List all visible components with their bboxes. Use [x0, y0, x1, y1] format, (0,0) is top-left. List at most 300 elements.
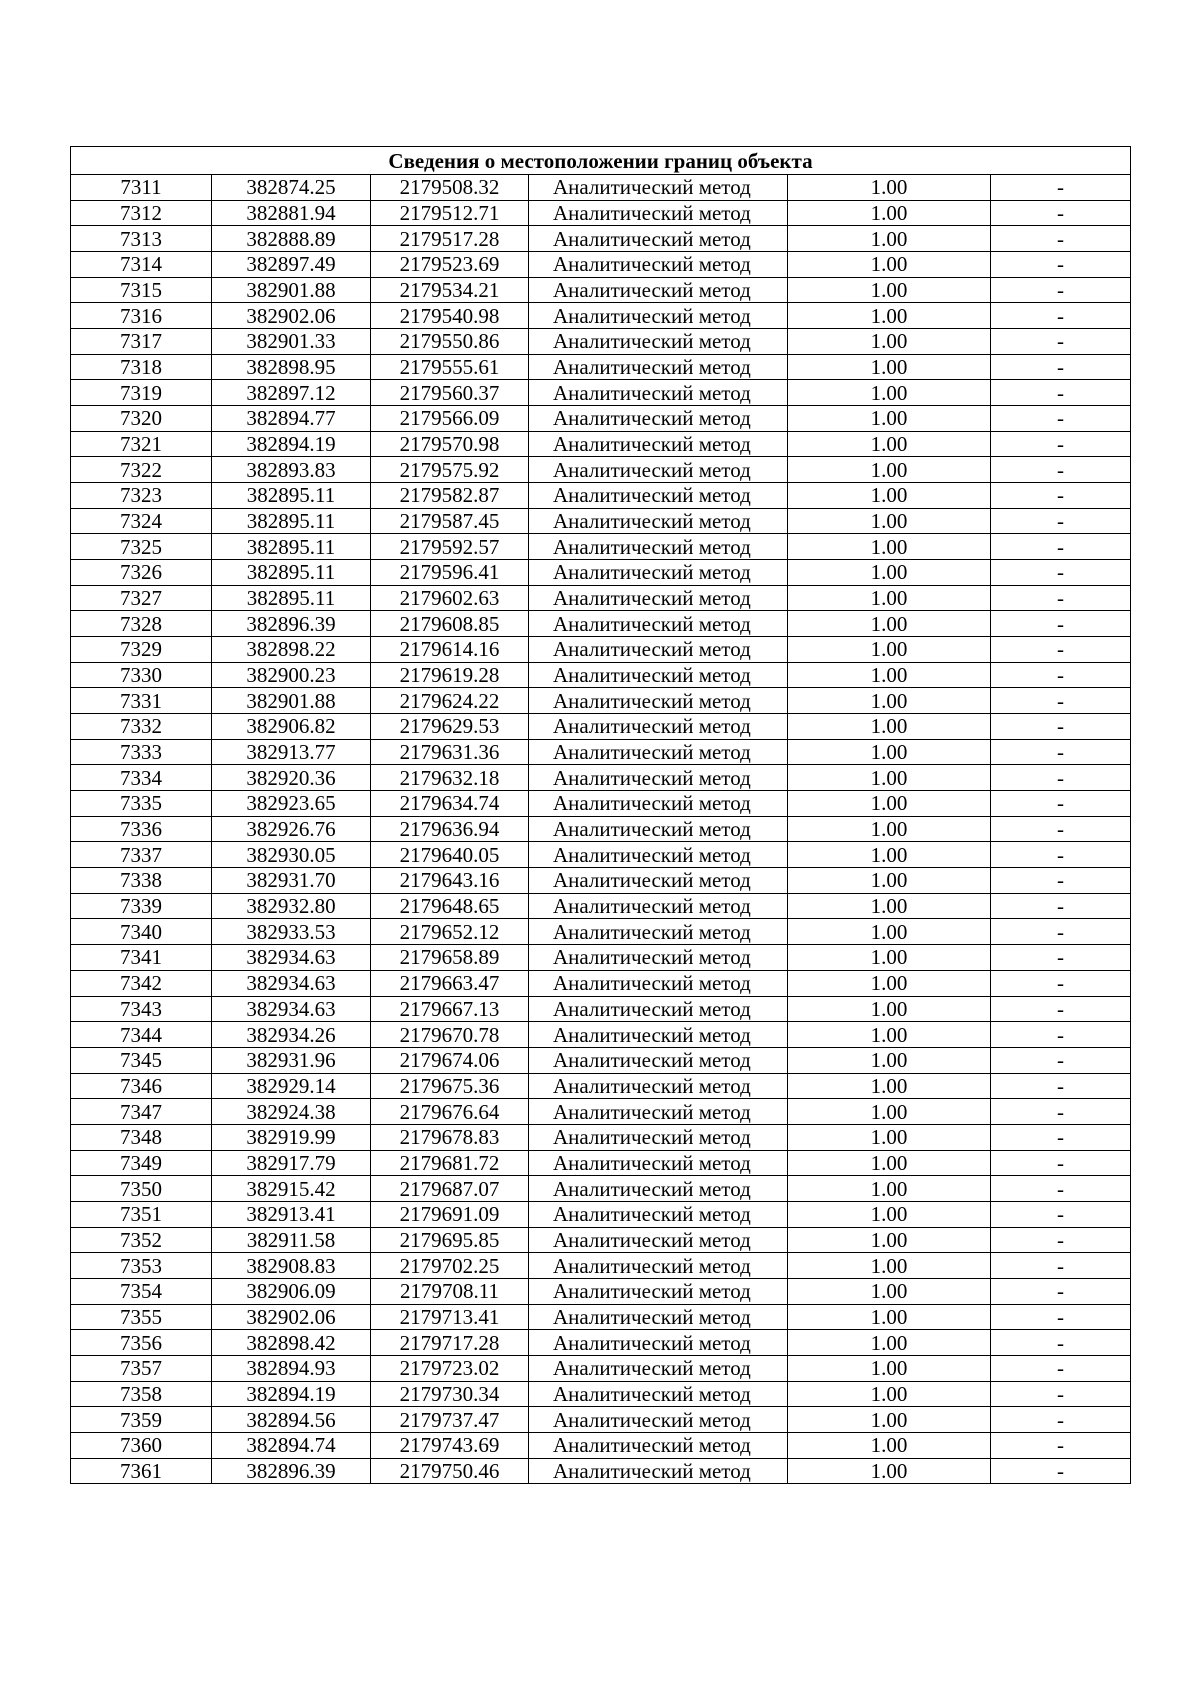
cell-accuracy: 1.00: [788, 662, 991, 688]
table-row: [71, 1407, 1131, 1433]
cell-accuracy: 1.00: [788, 637, 991, 663]
cell-description: -: [991, 791, 1131, 817]
cell-accuracy: 1.00: [788, 380, 991, 406]
cell-accuracy: 1.00: [788, 611, 991, 637]
cell-x-coordinate: 382915.42: [212, 1176, 371, 1202]
cell-x-coordinate: 382894.77: [212, 406, 371, 432]
cell-point-number: 7336: [71, 816, 212, 842]
cell-method: Аналитический метод: [529, 791, 788, 817]
cell-x-coordinate: 382926.76: [212, 816, 371, 842]
cell-method: Аналитический метод: [529, 1304, 788, 1330]
cell-x-coordinate: 382897.49: [212, 252, 371, 278]
cell-accuracy: 1.00: [788, 1073, 991, 1099]
cell-accuracy: 1.00: [788, 1330, 991, 1356]
cell-y-coordinate: 2179629.53: [371, 714, 529, 740]
cell-description: -: [991, 611, 1131, 637]
table-row: [71, 765, 1131, 791]
cell-accuracy: 1.00: [788, 842, 991, 868]
cell-x-coordinate: 382895.11: [212, 585, 371, 611]
cell-point-number: 7323: [71, 483, 212, 509]
cell-point-number: 7330: [71, 662, 212, 688]
cell-method: Аналитический метод: [529, 534, 788, 560]
cell-y-coordinate: 2179730.34: [371, 1381, 529, 1407]
cell-x-coordinate: 382906.09: [212, 1278, 371, 1304]
cell-x-coordinate: 382934.63: [212, 996, 371, 1022]
cell-method: Аналитический метод: [529, 1073, 788, 1099]
cell-accuracy: 1.00: [788, 1124, 991, 1150]
cell-y-coordinate: 2179743.69: [371, 1432, 529, 1458]
cell-accuracy: 1.00: [788, 919, 991, 945]
table-row: [71, 380, 1131, 406]
cell-y-coordinate: 2179550.86: [371, 329, 529, 355]
cell-point-number: 7315: [71, 277, 212, 303]
cell-point-number: 7324: [71, 508, 212, 534]
cell-y-coordinate: 2179687.07: [371, 1176, 529, 1202]
cell-accuracy: 1.00: [788, 175, 991, 201]
cell-accuracy: 1.00: [788, 508, 991, 534]
cell-x-coordinate: 382901.33: [212, 329, 371, 355]
cell-accuracy: 1.00: [788, 252, 991, 278]
cell-description: -: [991, 1381, 1131, 1407]
table-row: [71, 1047, 1131, 1073]
cell-x-coordinate: 382881.94: [212, 200, 371, 226]
cell-description: -: [991, 842, 1131, 868]
table-row: [71, 893, 1131, 919]
cell-point-number: 7341: [71, 945, 212, 971]
table-row: [71, 1304, 1131, 1330]
cell-point-number: 7354: [71, 1278, 212, 1304]
table-row: [71, 637, 1131, 663]
cell-method: Аналитический метод: [529, 893, 788, 919]
cell-method: Аналитический метод: [529, 1355, 788, 1381]
cell-description: -: [991, 380, 1131, 406]
table-row: [71, 714, 1131, 740]
table-row: [71, 842, 1131, 868]
cell-accuracy: 1.00: [788, 200, 991, 226]
cell-y-coordinate: 2179708.11: [371, 1278, 529, 1304]
cell-point-number: 7313: [71, 226, 212, 252]
cell-description: -: [991, 1304, 1131, 1330]
cell-point-number: 7346: [71, 1073, 212, 1099]
cell-accuracy: 1.00: [788, 1150, 991, 1176]
cell-point-number: 7322: [71, 457, 212, 483]
cell-method: Аналитический метод: [529, 1381, 788, 1407]
cell-description: -: [991, 1099, 1131, 1125]
cell-x-coordinate: 382913.77: [212, 739, 371, 765]
table-row: [71, 919, 1131, 945]
table-row: [71, 868, 1131, 894]
cell-description: -: [991, 765, 1131, 791]
cell-y-coordinate: 2179634.74: [371, 791, 529, 817]
cell-method: Аналитический метод: [529, 765, 788, 791]
table-row: [71, 560, 1131, 586]
cell-description: -: [991, 739, 1131, 765]
cell-y-coordinate: 2179540.98: [371, 303, 529, 329]
table-row: [71, 970, 1131, 996]
cell-x-coordinate: 382901.88: [212, 688, 371, 714]
cell-accuracy: 1.00: [788, 431, 991, 457]
cell-x-coordinate: 382901.88: [212, 277, 371, 303]
cell-accuracy: 1.00: [788, 534, 991, 560]
cell-accuracy: 1.00: [788, 1227, 991, 1253]
cell-description: -: [991, 1253, 1131, 1279]
cell-description: -: [991, 1150, 1131, 1176]
cell-method: Аналитический метод: [529, 1330, 788, 1356]
table-row: [71, 1124, 1131, 1150]
cell-description: -: [991, 662, 1131, 688]
table-row: [71, 329, 1131, 355]
cell-method: Аналитический метод: [529, 1124, 788, 1150]
table-row: [71, 585, 1131, 611]
cell-point-number: 7339: [71, 893, 212, 919]
table-row: [71, 303, 1131, 329]
cell-y-coordinate: 2179508.32: [371, 175, 529, 201]
cell-method: Аналитический метод: [529, 714, 788, 740]
table-row: [71, 1073, 1131, 1099]
cell-point-number: 7338: [71, 868, 212, 894]
cell-x-coordinate: 382920.36: [212, 765, 371, 791]
cell-x-coordinate: 382896.39: [212, 611, 371, 637]
table-row: [71, 534, 1131, 560]
table-row: [71, 431, 1131, 457]
cell-method: Аналитический метод: [529, 226, 788, 252]
table-row: [71, 1150, 1131, 1176]
cell-y-coordinate: 2179681.72: [371, 1150, 529, 1176]
cell-accuracy: 1.00: [788, 970, 991, 996]
cell-point-number: 7314: [71, 252, 212, 278]
cell-method: Аналитический метод: [529, 380, 788, 406]
cell-y-coordinate: 2179702.25: [371, 1253, 529, 1279]
cell-description: -: [991, 406, 1131, 432]
cell-method: Аналитический метод: [529, 842, 788, 868]
cell-description: -: [991, 226, 1131, 252]
cell-method: Аналитический метод: [529, 1227, 788, 1253]
cell-y-coordinate: 2179624.22: [371, 688, 529, 714]
cell-y-coordinate: 2179636.94: [371, 816, 529, 842]
cell-point-number: 7328: [71, 611, 212, 637]
table-row: [71, 1022, 1131, 1048]
table-row: [71, 662, 1131, 688]
cell-y-coordinate: 2179676.64: [371, 1099, 529, 1125]
cell-point-number: 7356: [71, 1330, 212, 1356]
cell-description: -: [991, 970, 1131, 996]
cell-description: -: [991, 560, 1131, 586]
cell-y-coordinate: 2179691.09: [371, 1201, 529, 1227]
cell-description: -: [991, 1176, 1131, 1202]
cell-y-coordinate: 2179512.71: [371, 200, 529, 226]
cell-point-number: 7342: [71, 970, 212, 996]
cell-point-number: 7320: [71, 406, 212, 432]
cell-y-coordinate: 2179523.69: [371, 252, 529, 278]
cell-method: Аналитический метод: [529, 611, 788, 637]
cell-x-coordinate: 382924.38: [212, 1099, 371, 1125]
cell-description: -: [991, 252, 1131, 278]
cell-method: Аналитический метод: [529, 252, 788, 278]
cell-accuracy: 1.00: [788, 303, 991, 329]
cell-x-coordinate: 382894.19: [212, 1381, 371, 1407]
cell-x-coordinate: 382895.11: [212, 508, 371, 534]
cell-y-coordinate: 2179517.28: [371, 226, 529, 252]
cell-accuracy: 1.00: [788, 329, 991, 355]
table-row: [71, 1458, 1131, 1484]
cell-x-coordinate: 382934.63: [212, 970, 371, 996]
cell-method: Аналитический метод: [529, 662, 788, 688]
cell-accuracy: 1.00: [788, 945, 991, 971]
cell-method: Аналитический метод: [529, 1099, 788, 1125]
cell-description: -: [991, 1278, 1131, 1304]
cell-point-number: 7345: [71, 1047, 212, 1073]
table-row: [71, 739, 1131, 765]
table-row: [71, 1253, 1131, 1279]
cell-point-number: 7337: [71, 842, 212, 868]
cell-y-coordinate: 2179750.46: [371, 1458, 529, 1484]
table-title-row: [71, 147, 1131, 175]
cell-x-coordinate: 382902.06: [212, 303, 371, 329]
cell-point-number: 7331: [71, 688, 212, 714]
cell-accuracy: 1.00: [788, 1022, 991, 1048]
cell-y-coordinate: 2179592.57: [371, 534, 529, 560]
cell-description: -: [991, 200, 1131, 226]
cell-accuracy: 1.00: [788, 1253, 991, 1279]
cell-description: -: [991, 714, 1131, 740]
cell-method: Аналитический метод: [529, 970, 788, 996]
cell-accuracy: 1.00: [788, 1099, 991, 1125]
table-row: [71, 791, 1131, 817]
cell-x-coordinate: 382896.39: [212, 1458, 371, 1484]
cell-x-coordinate: 382931.70: [212, 868, 371, 894]
cell-x-coordinate: 382898.42: [212, 1330, 371, 1356]
cell-y-coordinate: 2179632.18: [371, 765, 529, 791]
cell-x-coordinate: 382934.26: [212, 1022, 371, 1048]
table-row: [71, 1355, 1131, 1381]
cell-point-number: 7344: [71, 1022, 212, 1048]
table-row: [71, 1176, 1131, 1202]
cell-y-coordinate: 2179648.65: [371, 893, 529, 919]
boundary-coordinates-table: [70, 146, 1131, 1484]
cell-point-number: 7327: [71, 585, 212, 611]
cell-description: -: [991, 431, 1131, 457]
cell-x-coordinate: 382929.14: [212, 1073, 371, 1099]
cell-y-coordinate: 2179566.09: [371, 406, 529, 432]
cell-x-coordinate: 382917.79: [212, 1150, 371, 1176]
cell-description: -: [991, 1073, 1131, 1099]
cell-method: Аналитический метод: [529, 200, 788, 226]
table-row: [71, 457, 1131, 483]
table-row: [71, 175, 1131, 201]
cell-point-number: 7333: [71, 739, 212, 765]
cell-point-number: 7361: [71, 1458, 212, 1484]
cell-method: Аналитический метод: [529, 329, 788, 355]
cell-point-number: 7316: [71, 303, 212, 329]
cell-point-number: 7329: [71, 637, 212, 663]
table-row: [71, 1330, 1131, 1356]
cell-point-number: 7317: [71, 329, 212, 355]
cell-point-number: 7318: [71, 354, 212, 380]
cell-method: Аналитический метод: [529, 406, 788, 432]
cell-point-number: 7348: [71, 1124, 212, 1150]
cell-x-coordinate: 382895.11: [212, 560, 371, 586]
cell-x-coordinate: 382930.05: [212, 842, 371, 868]
cell-x-coordinate: 382913.41: [212, 1201, 371, 1227]
cell-accuracy: 1.00: [788, 714, 991, 740]
cell-method: Аналитический метод: [529, 560, 788, 586]
cell-point-number: 7349: [71, 1150, 212, 1176]
cell-y-coordinate: 2179608.85: [371, 611, 529, 637]
cell-method: Аналитический метод: [529, 1022, 788, 1048]
cell-accuracy: 1.00: [788, 1201, 991, 1227]
cell-accuracy: 1.00: [788, 688, 991, 714]
cell-description: -: [991, 868, 1131, 894]
cell-x-coordinate: 382898.95: [212, 354, 371, 380]
cell-x-coordinate: 382898.22: [212, 637, 371, 663]
cell-x-coordinate: 382895.11: [212, 534, 371, 560]
cell-method: Аналитический метод: [529, 868, 788, 894]
cell-accuracy: 1.00: [788, 893, 991, 919]
table-row: [71, 252, 1131, 278]
cell-point-number: 7359: [71, 1407, 212, 1433]
cell-accuracy: 1.00: [788, 1381, 991, 1407]
cell-y-coordinate: 2179658.89: [371, 945, 529, 971]
cell-y-coordinate: 2179652.12: [371, 919, 529, 945]
cell-y-coordinate: 2179674.06: [371, 1047, 529, 1073]
cell-y-coordinate: 2179640.05: [371, 842, 529, 868]
cell-method: Аналитический метод: [529, 303, 788, 329]
cell-description: -: [991, 1047, 1131, 1073]
cell-y-coordinate: 2179675.36: [371, 1073, 529, 1099]
table-row: [71, 1201, 1131, 1227]
cell-accuracy: 1.00: [788, 560, 991, 586]
cell-y-coordinate: 2179570.98: [371, 431, 529, 457]
cell-point-number: 7335: [71, 791, 212, 817]
cell-point-number: 7350: [71, 1176, 212, 1202]
cell-accuracy: 1.00: [788, 765, 991, 791]
cell-x-coordinate: 382911.58: [212, 1227, 371, 1253]
cell-method: Аналитический метод: [529, 277, 788, 303]
cell-description: -: [991, 1432, 1131, 1458]
cell-method: Аналитический метод: [529, 919, 788, 945]
cell-accuracy: 1.00: [788, 457, 991, 483]
table-row: [71, 354, 1131, 380]
cell-y-coordinate: 2179678.83: [371, 1124, 529, 1150]
cell-accuracy: 1.00: [788, 1278, 991, 1304]
cell-x-coordinate: 382888.89: [212, 226, 371, 252]
cell-x-coordinate: 382933.53: [212, 919, 371, 945]
cell-method: Аналитический метод: [529, 354, 788, 380]
cell-y-coordinate: 2179587.45: [371, 508, 529, 534]
cell-method: Аналитический метод: [529, 1253, 788, 1279]
cell-description: -: [991, 1227, 1131, 1253]
cell-accuracy: 1.00: [788, 739, 991, 765]
cell-y-coordinate: 2179619.28: [371, 662, 529, 688]
cell-y-coordinate: 2179667.13: [371, 996, 529, 1022]
cell-method: Аналитический метод: [529, 1278, 788, 1304]
table-row: [71, 483, 1131, 509]
cell-description: -: [991, 919, 1131, 945]
cell-point-number: 7319: [71, 380, 212, 406]
cell-method: Аналитический метод: [529, 1047, 788, 1073]
cell-method: Аналитический метод: [529, 996, 788, 1022]
cell-description: -: [991, 1407, 1131, 1433]
cell-x-coordinate: 382902.06: [212, 1304, 371, 1330]
cell-x-coordinate: 382932.80: [212, 893, 371, 919]
cell-description: -: [991, 816, 1131, 842]
cell-x-coordinate: 382895.11: [212, 483, 371, 509]
cell-description: -: [991, 637, 1131, 663]
table-body: [71, 175, 1131, 1484]
cell-accuracy: 1.00: [788, 1355, 991, 1381]
cell-x-coordinate: 382923.65: [212, 791, 371, 817]
cell-accuracy: 1.00: [788, 816, 991, 842]
cell-description: -: [991, 1022, 1131, 1048]
cell-description: -: [991, 1355, 1131, 1381]
cell-description: -: [991, 354, 1131, 380]
table-row: [71, 226, 1131, 252]
table-row: [71, 1381, 1131, 1407]
cell-x-coordinate: 382900.23: [212, 662, 371, 688]
cell-point-number: 7326: [71, 560, 212, 586]
cell-accuracy: 1.00: [788, 354, 991, 380]
cell-method: Аналитический метод: [529, 1458, 788, 1484]
cell-description: -: [991, 534, 1131, 560]
cell-description: -: [991, 457, 1131, 483]
cell-point-number: 7334: [71, 765, 212, 791]
cell-description: -: [991, 1201, 1131, 1227]
cell-accuracy: 1.00: [788, 996, 991, 1022]
cell-method: Аналитический метод: [529, 585, 788, 611]
cell-point-number: 7343: [71, 996, 212, 1022]
cell-description: -: [991, 329, 1131, 355]
cell-point-number: 7355: [71, 1304, 212, 1330]
cell-description: -: [991, 1458, 1131, 1484]
cell-method: Аналитический метод: [529, 637, 788, 663]
cell-method: Аналитический метод: [529, 1201, 788, 1227]
cell-method: Аналитический метод: [529, 483, 788, 509]
cell-method: Аналитический метод: [529, 1432, 788, 1458]
cell-accuracy: 1.00: [788, 406, 991, 432]
cell-accuracy: 1.00: [788, 585, 991, 611]
cell-y-coordinate: 2179723.02: [371, 1355, 529, 1381]
table-row: [71, 688, 1131, 714]
cell-accuracy: 1.00: [788, 868, 991, 894]
cell-description: -: [991, 688, 1131, 714]
cell-accuracy: 1.00: [788, 791, 991, 817]
cell-point-number: 7332: [71, 714, 212, 740]
cell-x-coordinate: 382874.25: [212, 175, 371, 201]
cell-x-coordinate: 382934.63: [212, 945, 371, 971]
cell-y-coordinate: 2179614.16: [371, 637, 529, 663]
cell-description: -: [991, 1330, 1131, 1356]
cell-y-coordinate: 2179717.28: [371, 1330, 529, 1356]
cell-method: Аналитический метод: [529, 431, 788, 457]
cell-method: Аналитический метод: [529, 816, 788, 842]
cell-description: -: [991, 585, 1131, 611]
cell-y-coordinate: 2179631.36: [371, 739, 529, 765]
cell-y-coordinate: 2179602.63: [371, 585, 529, 611]
table-row: [71, 1099, 1131, 1125]
cell-x-coordinate: 382908.83: [212, 1253, 371, 1279]
cell-x-coordinate: 382919.99: [212, 1124, 371, 1150]
cell-point-number: 7351: [71, 1201, 212, 1227]
cell-method: Аналитический метод: [529, 739, 788, 765]
table-row: [71, 816, 1131, 842]
table-row: [71, 508, 1131, 534]
cell-y-coordinate: 2179560.37: [371, 380, 529, 406]
cell-point-number: 7321: [71, 431, 212, 457]
cell-description: -: [991, 996, 1131, 1022]
cell-description: -: [991, 277, 1131, 303]
cell-accuracy: 1.00: [788, 1176, 991, 1202]
cell-x-coordinate: 382906.82: [212, 714, 371, 740]
